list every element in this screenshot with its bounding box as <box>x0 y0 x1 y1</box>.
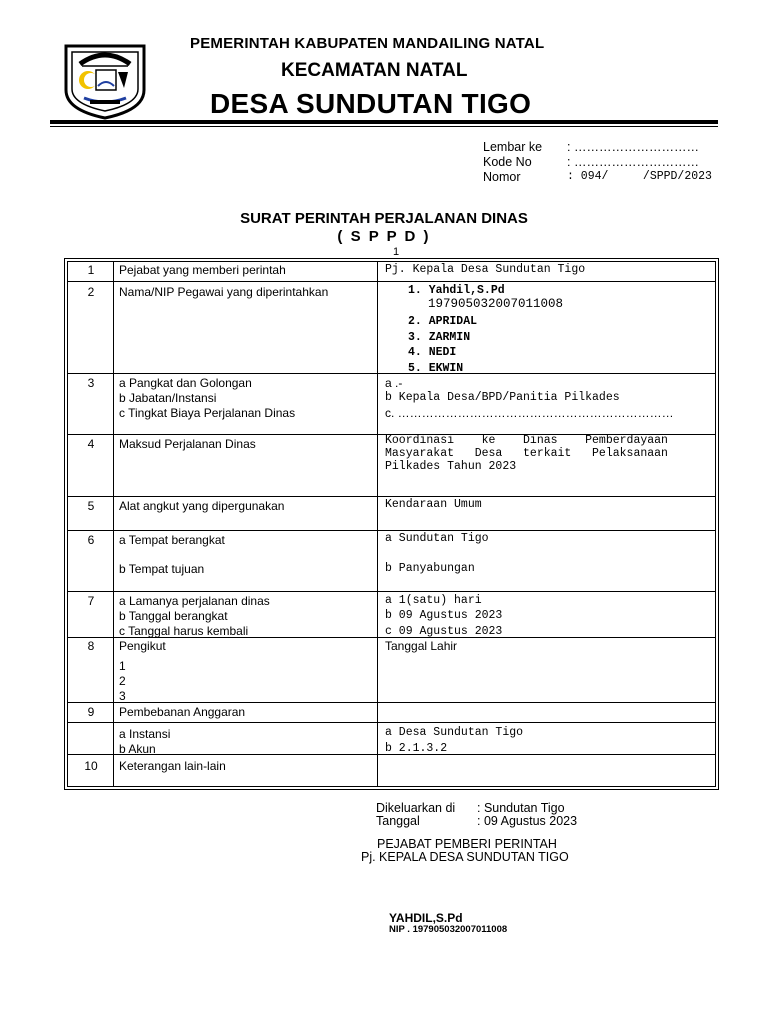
letterhead-rule-thick <box>50 120 718 124</box>
page-number: 1 <box>392 246 400 258</box>
signer-name: YAHDIL,S.Pd <box>389 911 463 925</box>
follower-3: 3 <box>119 689 126 703</box>
row-5-label: Alat angkut yang dipergunakan <box>119 499 285 513</box>
row-6-label-b: b Tempat tujuan <box>119 562 205 576</box>
row-7-label-c: c Tanggal harus kembali <box>119 624 249 638</box>
row-5-value: Kendaraan Umum <box>385 498 482 511</box>
row-4-value-line-2: Masyarakat Desa terkait Pelaksanaan <box>385 447 668 460</box>
row-6-value-a: a Sundutan Tigo <box>385 532 489 545</box>
kode-value: : ………………………… <box>567 155 699 169</box>
row-4-number: 4 <box>87 437 95 451</box>
follower-1: 1 <box>119 659 126 673</box>
row-4-value-line-1: Koordinasi ke Dinas Pemberdayaan <box>385 434 668 447</box>
row-2-number: 2 <box>87 285 95 299</box>
document-title: SURAT PERINTAH PERJALANAN DINAS <box>240 210 528 227</box>
row-7-number: 7 <box>87 594 95 608</box>
document-subtitle: ( S P P D ) <box>337 228 431 245</box>
employee-1: 1. Yahdil,S.Pd <box>408 284 505 297</box>
row-3-label-c: c Tingkat Biaya Perjalanan Dinas <box>119 406 296 420</box>
issued-value: : Sundutan Tigo <box>477 801 565 815</box>
employee-4: 4. NEDI <box>408 346 457 359</box>
row-6-number: 6 <box>87 533 95 547</box>
officer-organization: Pj. KEPALA DESA SUNDUTAN TIGO <box>361 850 569 864</box>
row-10-label: Keterangan lain-lain <box>119 759 226 773</box>
row-3-label-b: b Jabatan/Instansi <box>119 391 217 405</box>
row-8-number: 8 <box>87 639 95 653</box>
row-9-value-a: a Desa Sundutan Tigo <box>385 726 524 739</box>
row-1-value: Pj. Kepala Desa Sundutan Tigo <box>385 263 586 276</box>
employee-5: 5. EKWIN <box>408 362 464 375</box>
date-label: Tanggal <box>376 814 420 828</box>
row-1-label: Pejabat yang memberi perintah <box>119 263 286 277</box>
letterhead-rule-thin <box>50 126 718 127</box>
row-6-label-a: a Tempat berangkat <box>119 533 225 547</box>
officer-title: PEJABAT PEMBERI PERINTAH <box>377 837 557 851</box>
follower-2: 2 <box>119 674 126 688</box>
row-3-value-c: c. …………………………………………………………… <box>385 406 674 420</box>
lembar-value: : ………………………… <box>567 140 699 154</box>
reference-block <box>483 140 723 190</box>
sppd-table <box>64 258 719 790</box>
nomor-label: Nomor <box>483 170 521 184</box>
row-10-number: 10 <box>84 759 98 773</box>
row-8-value: Tanggal Lahir <box>385 639 458 653</box>
date-value: : 09 Agustus 2023 <box>477 814 578 828</box>
district-emblem-logo <box>58 40 152 120</box>
employee-1-nip: 197905032007011008 <box>428 297 564 311</box>
row-7-value-a: a 1(satu) hari <box>385 594 482 607</box>
row-4-value-line-3: Pilkades Tahun 2023 <box>385 460 517 473</box>
lembar-label: Lembar ke <box>483 140 543 154</box>
row-3-value-a: a .- <box>385 376 403 390</box>
kode-label: Kode No <box>483 155 532 169</box>
employee-2: 2. APRIDAL <box>408 315 478 328</box>
row-9-number: 9 <box>87 705 95 719</box>
row-1-number: 1 <box>87 263 95 277</box>
row-3-value-b: b Kepala Desa/BPD/Panitia Pilkades <box>385 391 620 404</box>
row-7-label-b: b Tanggal berangkat <box>119 609 228 623</box>
row-3-label-a: a Pangkat dan Golongan <box>119 376 252 390</box>
employee-3: 3. ZARMIN <box>408 331 471 344</box>
row-6-value-b: b Panyabungan <box>385 562 475 575</box>
kecamatan-heading: KECAMATAN NATAL <box>281 60 468 81</box>
nomor-value: : 094/ /SPPD/2023 <box>567 170 712 183</box>
row-7-label-a: a Lamanya perjalanan dinas <box>119 594 270 608</box>
row-9-label: Pembebanan Anggaran <box>119 705 246 719</box>
row-2-label: Nama/NIP Pegawai yang diperintahkan <box>119 285 329 299</box>
row-8-label: Pengikut <box>119 639 166 653</box>
desa-heading: DESA SUNDUTAN TIGO <box>210 88 532 119</box>
signer-nip: NIP . 197905032007011008 <box>389 924 508 935</box>
row-3-number: 3 <box>87 376 95 390</box>
government-heading: PEMERINTAH KABUPATEN MANDAILING NATAL <box>190 35 545 52</box>
row-7-value-b: b 09 Agustus 2023 <box>385 609 503 622</box>
issued-label: Dikeluarkan di <box>376 801 456 815</box>
row-5-number: 5 <box>87 499 95 513</box>
row-9-label-b: b Akun <box>119 742 156 756</box>
row-9-value-b: b 2.1.3.2 <box>385 742 448 755</box>
row-4-label: Maksud Perjalanan Dinas <box>119 437 256 451</box>
row-9-label-a: a Instansi <box>119 727 171 741</box>
row-7-value-c: c 09 Agustus 2023 <box>385 625 503 638</box>
